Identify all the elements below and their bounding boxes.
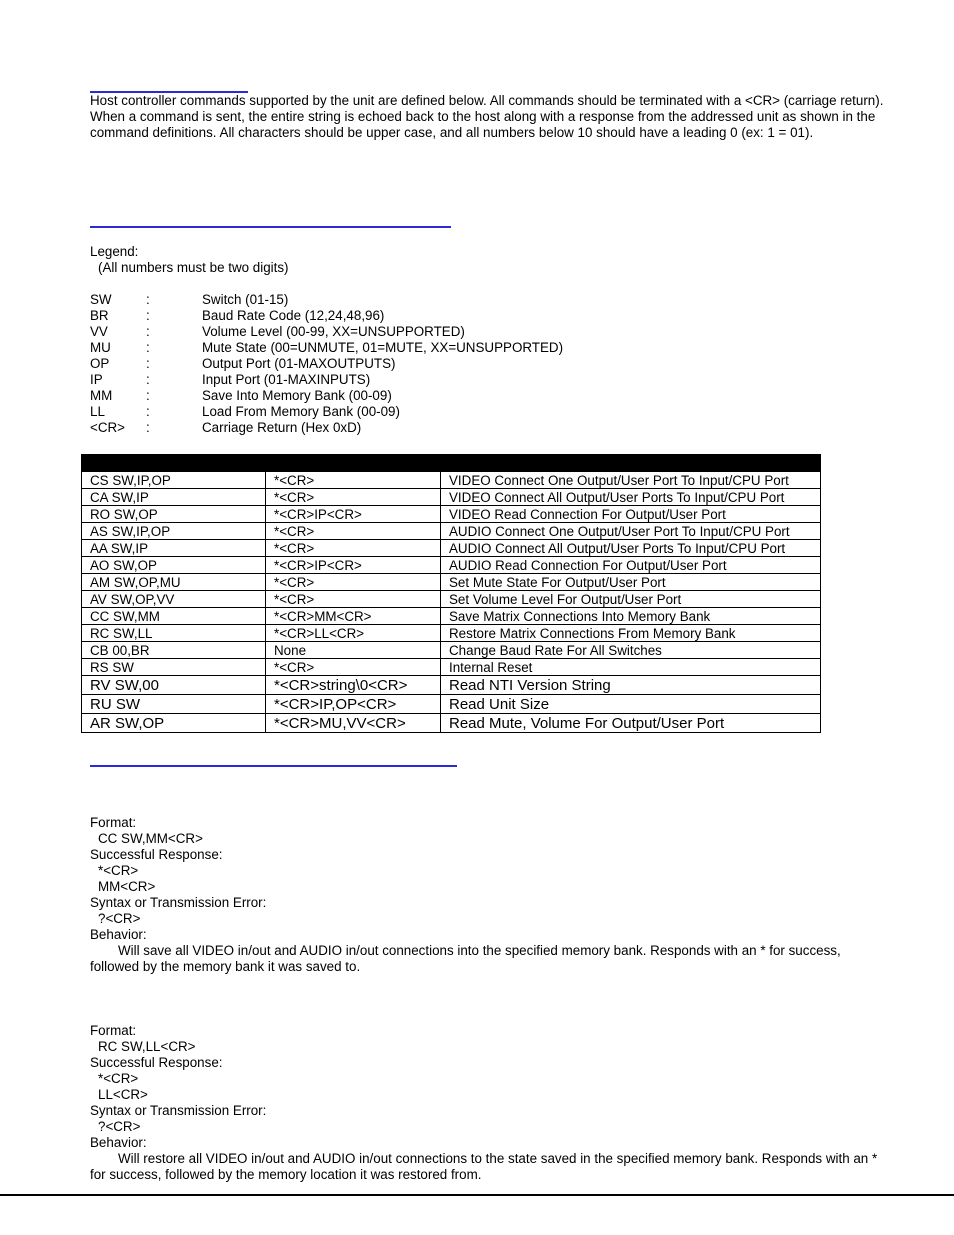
description-cell: Set Volume Level For Output/User Port: [441, 591, 821, 608]
success-value: LL<CR>: [98, 1087, 148, 1102]
command-cell: RC SW,LL: [82, 625, 266, 642]
table-row: [82, 714, 821, 733]
response-cell: *<CR>MM<CR>: [266, 608, 441, 625]
description-cell: AUDIO Connect All Output/User Ports To Input/CPU Port: [441, 540, 821, 557]
description-cell: Save Matrix Connections Into Memory Bank: [441, 608, 821, 625]
legend-separator: :: [146, 420, 150, 435]
response-cell: *<CR>: [266, 574, 441, 591]
table-row: [82, 574, 821, 591]
command-cell: RV SW,00: [82, 676, 266, 695]
success-value: *<CR>: [98, 1071, 139, 1086]
error-label: Syntax or Transmission Error:: [90, 895, 267, 910]
response-cell: *<CR>: [266, 659, 441, 676]
response-cell: *<CR>MU,VV<CR>: [266, 714, 441, 733]
command-cell: CC SW,MM: [82, 608, 266, 625]
legend-desc: Save Into Memory Bank (00-09): [202, 388, 392, 403]
legend-item: [90, 292, 289, 308]
behavior-label: Behavior:: [90, 927, 147, 942]
legend-key: LL: [90, 404, 105, 419]
table-row: [82, 472, 821, 489]
legend-key: MM: [90, 388, 113, 403]
table-row: [82, 591, 821, 608]
legend-item: [90, 388, 392, 404]
table-row: [82, 695, 821, 714]
heading-rule: [90, 226, 451, 228]
legend-key: BR: [90, 308, 109, 323]
description-cell: Internal Reset: [441, 659, 821, 676]
heading-rule: [90, 765, 457, 767]
format-label: Format:: [90, 815, 137, 830]
legend-desc: Carriage Return (Hex 0xD): [202, 420, 362, 435]
command-cell: AO SW,OP: [82, 557, 266, 574]
format-value: CC SW,MM<CR>: [98, 831, 203, 846]
legend-item: [90, 308, 385, 324]
description-cell: Read Mute, Volume For Output/User Port: [441, 714, 821, 733]
legend-separator: :: [146, 340, 150, 355]
footer-rule: [0, 1194, 954, 1196]
description-cell: Read Unit Size: [441, 695, 821, 714]
legend-desc: Switch (01-15): [202, 292, 289, 307]
intro-paragraph: Host controller commands supported by the unit are defined below. All commands should be terminated with a <CR> (carriage return). When a command is sent, the entire string is echoed back to the host along with a response from the addressed unit as shown in the command definitions. All characters should be upper case, and all numbers below 10 should have a leading 0 (ex: 1 = 01).: [90, 93, 884, 140]
response-cell: *<CR>: [266, 540, 441, 557]
command-cell: AS SW,IP,OP: [82, 523, 266, 540]
table-row: [82, 557, 821, 574]
format-value: RC SW,LL<CR>: [98, 1039, 196, 1054]
legend-key: IP: [90, 372, 103, 387]
description-cell: VIDEO Connect All Output/User Ports To Input/CPU Port: [441, 489, 821, 506]
table-row: [82, 540, 821, 557]
legend-key: MU: [90, 340, 111, 355]
restore-command-detail: [90, 1023, 893, 1183]
command-cell: RO SW,OP: [82, 506, 266, 523]
legend-item: [90, 404, 400, 420]
save-command-detail: [90, 815, 893, 975]
behavior-text: Will restore all VIDEO in/out and AUDIO in/out connections to the state saved in the specified memory bank. Responds with an * for success, followed by the memory location it was restored from.: [90, 1151, 878, 1182]
response-cell: *<CR>: [266, 472, 441, 489]
success-label: Successful Response:: [90, 847, 223, 862]
description-cell: VIDEO Connect One Output/User Port To Input/CPU Port: [441, 472, 821, 489]
response-cell: *<CR>: [266, 591, 441, 608]
legend-separator: :: [146, 324, 150, 339]
legend-separator: :: [146, 388, 150, 403]
description-cell: Set Mute State For Output/User Port: [441, 574, 821, 591]
intro-section: [90, 93, 893, 141]
legend-section: [90, 244, 564, 436]
table-row: [82, 659, 821, 676]
command-cell: AV SW,OP,VV: [82, 591, 266, 608]
response-cell: *<CR>string\0<CR>: [266, 676, 441, 695]
command-cell: CS SW,IP,OP: [82, 472, 266, 489]
table-row: [82, 489, 821, 506]
description-cell: Read NTI Version String: [441, 676, 821, 695]
legend-desc: Volume Level (00-99, XX=UNSUPPORTED): [202, 324, 465, 339]
legend-note: (All numbers must be two digits): [98, 260, 289, 275]
description-cell: Change Baud Rate For All Switches: [441, 642, 821, 659]
legend-item: [90, 324, 465, 340]
legend-separator: :: [146, 404, 150, 419]
legend-item: [90, 372, 371, 388]
legend-separator: :: [146, 356, 150, 371]
command-cell: AA SW,IP: [82, 540, 266, 557]
table-row: [82, 523, 821, 540]
command-table: [81, 454, 821, 733]
error-label: Syntax or Transmission Error:: [90, 1103, 267, 1118]
description-cell: Restore Matrix Connections From Memory Bank: [441, 625, 821, 642]
table-row: [82, 625, 821, 642]
legend-key: <CR>: [90, 420, 125, 435]
command-cell: AR SW,OP: [82, 714, 266, 733]
description-cell: AUDIO Connect One Output/User Port To Input/CPU Port: [441, 523, 821, 540]
table-row: [82, 642, 821, 659]
description-cell: AUDIO Read Connection For Output/User Port: [441, 557, 821, 574]
response-cell: *<CR>IP<CR>: [266, 506, 441, 523]
error-value: ?<CR>: [98, 911, 141, 926]
legend-spacer: [90, 276, 289, 292]
legend-item: [90, 356, 396, 372]
error-value: ?<CR>: [98, 1119, 141, 1134]
success-value: *<CR>: [98, 863, 139, 878]
command-cell: CB 00,BR: [82, 642, 266, 659]
behavior-label: Behavior:: [90, 1135, 147, 1150]
legend-item: [90, 340, 564, 356]
legend-key: OP: [90, 356, 110, 371]
legend-title: Legend:: [90, 244, 139, 259]
table-header-row: [82, 455, 821, 472]
legend-list: [90, 292, 564, 436]
table-row: [82, 676, 821, 695]
legend-desc: Input Port (01-MAXINPUTS): [202, 372, 371, 387]
response-cell: *<CR>: [266, 489, 441, 506]
response-cell: *<CR>: [266, 523, 441, 540]
success-value: MM<CR>: [98, 879, 156, 894]
legend-item: [90, 420, 362, 436]
success-label: Successful Response:: [90, 1055, 223, 1070]
command-cell: CA SW,IP: [82, 489, 266, 506]
legend-separator: :: [146, 292, 150, 307]
command-cell: RS SW: [82, 659, 266, 676]
table-row: [82, 506, 821, 523]
response-cell: *<CR>IP<CR>: [266, 557, 441, 574]
response-cell: *<CR>LL<CR>: [266, 625, 441, 642]
legend-desc: Output Port (01-MAXOUTPUTS): [202, 356, 396, 371]
legend-key: SW: [90, 292, 112, 307]
legend-desc: Baud Rate Code (12,24,48,96): [202, 308, 385, 323]
behavior-text: Will save all VIDEO in/out and AUDIO in/out connections into the specified memory bank. Responds with an * for success, followed by the memory bank it was saved to.: [90, 943, 841, 974]
response-cell: None: [266, 642, 441, 659]
table-row: [82, 608, 821, 625]
description-cell: VIDEO Read Connection For Output/User Port: [441, 506, 821, 523]
format-label: Format:: [90, 1023, 137, 1038]
legend-separator: :: [146, 308, 150, 323]
legend-key: VV: [90, 324, 108, 339]
response-cell: *<CR>IP,OP<CR>: [266, 695, 441, 714]
legend-separator: :: [146, 372, 150, 387]
legend-desc: Load From Memory Bank (00-09): [202, 404, 400, 419]
command-cell: AM SW,OP,MU: [82, 574, 266, 591]
legend-desc: Mute State (00=UNMUTE, 01=MUTE, XX=UNSUPPORTED): [202, 340, 564, 355]
command-cell: RU SW: [82, 695, 266, 714]
